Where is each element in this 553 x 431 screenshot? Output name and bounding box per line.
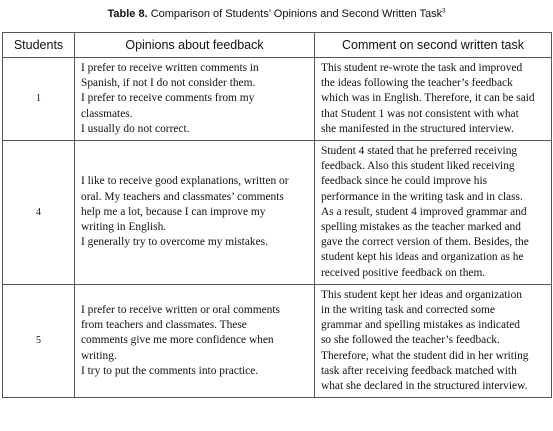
comment-line: gave the correct version of them. Besides, the bbox=[321, 236, 529, 249]
opinion-line: I generally try to overcome my mistakes. bbox=[81, 236, 268, 249]
table-row bbox=[3, 58, 552, 141]
table-caption bbox=[0, 8, 553, 20]
comment-line: in the writing task and corrected some bbox=[321, 304, 495, 317]
student-number: 4 bbox=[3, 141, 75, 285]
caption-label: Table 8. bbox=[107, 8, 148, 20]
opinion-cell bbox=[75, 284, 315, 397]
opinion-line: I prefer to receive comments from my bbox=[81, 92, 255, 105]
opinion-line: writing in English. bbox=[81, 221, 167, 234]
comment-line: Student 4 stated that he preferred receiving bbox=[321, 145, 518, 158]
comment-line: This student re-wrote the task and improved bbox=[321, 62, 523, 74]
opinion-line: I try to put the comments into practice. bbox=[81, 364, 259, 377]
comment-line: student kept his ideas and organization as he bbox=[321, 251, 524, 264]
opinion-line: from teachers and classmates. These bbox=[81, 319, 247, 332]
opinion-line: I prefer to receive written comments in bbox=[81, 62, 259, 74]
comment-line: spelling mistakes as the teacher marked and bbox=[321, 221, 521, 234]
comment-line: As a result, student 4 improved grammar and bbox=[321, 205, 527, 218]
comment-line: so she followed the teacher’s feedback. bbox=[321, 334, 500, 347]
comment-line: feedback since he could improve his bbox=[321, 175, 488, 188]
student-number: 5 bbox=[3, 284, 75, 397]
table-row bbox=[3, 284, 552, 397]
comment-line: grammar and spelling mistakes as indicated bbox=[321, 319, 520, 332]
comment-line: which was in English. Therefore, it can be said bbox=[321, 92, 535, 105]
comment-line: performance in the writing task and in class. bbox=[321, 190, 523, 203]
opinion-line: oral. My teachers and classmates’ comments bbox=[81, 190, 284, 203]
comment-line: what she declared in the structured interview. bbox=[321, 380, 528, 393]
comment-line: task after receiving feedback matched with bbox=[321, 364, 517, 377]
comment-cell bbox=[315, 58, 552, 141]
opinion-line: classmates. bbox=[81, 107, 133, 120]
comment-line: This student kept her ideas and organization bbox=[321, 288, 522, 301]
comparison-table bbox=[2, 32, 552, 398]
header-opinions: Opinions about feedback bbox=[75, 33, 315, 58]
opinion-line: I usually do not correct. bbox=[81, 122, 190, 135]
opinion-line: Spanish, if not I do not consider them. bbox=[81, 77, 256, 90]
opinion-line: I like to receive good explanations, written or bbox=[81, 175, 289, 188]
opinion-cell bbox=[75, 141, 315, 285]
table-header-row bbox=[3, 33, 552, 58]
comment-cell bbox=[315, 141, 552, 285]
opinion-line: I prefer to receive written or oral comments bbox=[81, 304, 280, 317]
opinion-line: writing. bbox=[81, 349, 117, 362]
comment-line: received positive feedback on them. bbox=[321, 266, 486, 279]
comment-line: feedback. Also this student liked receiving bbox=[321, 160, 515, 173]
student-number: 1 bbox=[3, 58, 75, 141]
opinion-cell bbox=[75, 58, 315, 141]
header-students: Students bbox=[3, 33, 75, 58]
comment-line: Therefore, what the student did in her writing bbox=[321, 349, 529, 362]
opinion-line: comments give me more confidence when bbox=[81, 334, 274, 347]
comment-line: the ideas following the teacher’s feedback bbox=[321, 77, 513, 90]
header-comment: Comment on second written task bbox=[315, 33, 552, 58]
comment-cell bbox=[315, 284, 552, 397]
comment-line: that Student 1 was not consistent with what bbox=[321, 107, 519, 120]
opinion-line: help me a lot, because I can improve my bbox=[81, 205, 266, 218]
comment-line: she manifested in the structured interview. bbox=[321, 122, 514, 135]
caption-footnote-mark: 3 bbox=[442, 8, 446, 15]
caption-text: Comparison of Students’ Opinions and Second Written Task bbox=[147, 8, 443, 20]
table-row bbox=[3, 141, 552, 285]
